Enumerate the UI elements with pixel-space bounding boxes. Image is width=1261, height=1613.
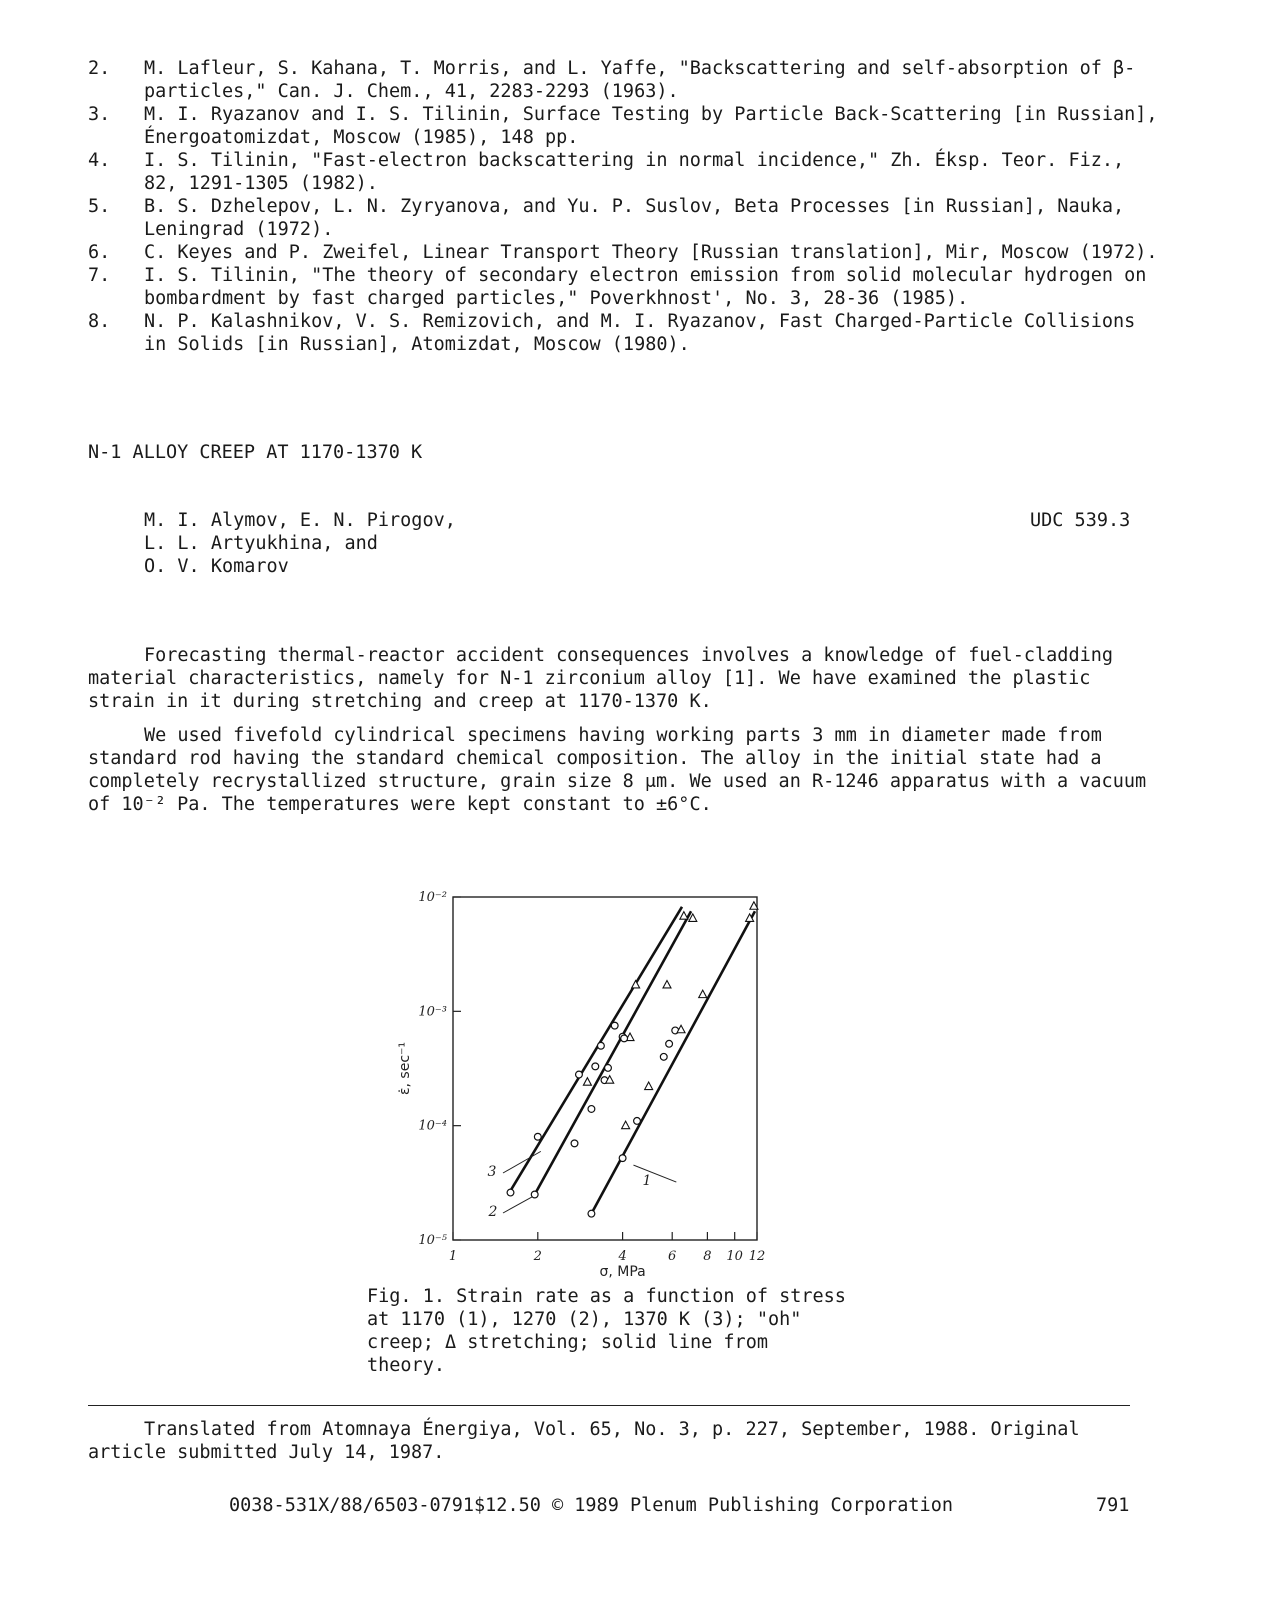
series-3-creep-point (621, 1035, 628, 1042)
reference-number: 6. (88, 242, 111, 263)
reference-number: 8. (88, 311, 111, 332)
x-tick-label: 6 (668, 1249, 677, 1264)
series-2-leader (503, 1197, 533, 1213)
x-tick-label: 4 (618, 1249, 627, 1264)
series-1-creep-point (660, 1053, 667, 1060)
series-1-creep-point (634, 1118, 641, 1125)
footnote (88, 1418, 1148, 1464)
series-3-label: 3 (487, 1164, 497, 1180)
author-line: L. L. Artyukhina, and (144, 533, 378, 554)
reference-number: 7. (88, 265, 111, 286)
series-1-stretch-point (622, 1121, 630, 1129)
series-2-creep-point (588, 1106, 595, 1113)
series-3-theory-line (510, 907, 681, 1191)
y-tick-label: 10⁻³ (418, 1004, 447, 1020)
series-1-label: 1 (642, 1173, 652, 1189)
reference-text: I. S. Tilinin, "The theory of secondary electron emission from solid molecular hydrogen on bombardment by fast charged particles," Poverkhnost', No. 3, 28-36 (1985). (144, 265, 1147, 309)
y-tick-label: 10⁻⁵ (418, 1233, 447, 1248)
reference-item (88, 149, 1168, 195)
series-2-creep-point (605, 1065, 612, 1072)
article-title: N-1 ALLOY CREEP AT 1170-1370 K (88, 442, 423, 463)
series-3-creep-point (598, 1042, 605, 1049)
reference-item (88, 103, 1168, 149)
y-axis-label: ε̇, sec⁻¹ (397, 1041, 413, 1096)
reference-item (88, 57, 1168, 103)
reference-item (88, 241, 1168, 264)
reference-list (88, 57, 1168, 356)
x-tick-label: 12 (748, 1249, 766, 1264)
series-2-creep-point (571, 1140, 578, 1147)
reference-item (88, 195, 1168, 241)
series-3-creep-point (592, 1063, 599, 1070)
reference-number: 5. (88, 196, 111, 217)
footnote-divider (88, 1405, 1130, 1406)
footnote-text: Translated from Atomnaya Énergiya, Vol. 65, No. 3, p. 227, September, 1988. Original article submitted July 14, 1987. (88, 1419, 1080, 1463)
body-paragraph: We used fivefold cylindrical specimens having working parts 3 mm in diameter made from standard rod having the standard chemical composition. The alloy in the initial state had a completely recrystallized structure, grain size 8 μm. We used an R-1246 apparatus with a vacuum of 10⁻² Pa. The temperatures were kept constant to ±6°C. (88, 725, 1147, 815)
reference-text: I. S. Tilinin, "Fast-electron backscattering in normal incidence," Zh. Éksp. Teor. Fiz., 82, 1291-1305 (1982). (144, 150, 1125, 194)
series-3-creep-point (576, 1071, 583, 1078)
x-tick-label: 8 (703, 1249, 712, 1264)
publication-code: 0038-531X/88/6503-0791$12.50 © 1989 Plenum Publishing Corporation (229, 1495, 953, 1516)
series-1-creep-point (666, 1040, 673, 1047)
reference-text: M. I. Ryazanov and I. S. Tilinin, Surface Testing by Particle Back-Scattering [in Russian], Énergoatomizdat, Moscow (1985), 148 pp. (144, 104, 1158, 148)
reference-number: 2. (88, 58, 111, 79)
series-1-theory-line (591, 911, 755, 1213)
series-1-stretch-point (645, 1082, 653, 1090)
series-2-stretch-point (663, 980, 671, 988)
series-2-stretch-point (680, 912, 688, 920)
body-paragraph: Forecasting thermal-reactor accident consequences involves a knowledge of fuel-cladding material characteristics, namely for N-1 zirconium alloy [1]. We have examined the plastic strain in it during stretching and creep at 1170-1370 K. (88, 645, 1114, 712)
x-tick-label: 2 (533, 1249, 542, 1264)
x-axis-label: σ, MPa (599, 1264, 646, 1280)
reference-number: 4. (88, 150, 111, 171)
reference-item (88, 264, 1168, 310)
reference-text: M. Lafleur, S. Kahana, T. Morris, and L. Yaffe, "Backscattering and self-absorption of β-particles," Can. J. Chem., 41, 2283-2293 (1963). (144, 58, 1136, 102)
series-3-stretch-point (632, 980, 640, 988)
series-2-stretch-point (583, 1078, 591, 1086)
udc-code: UDC 539.3 (1030, 510, 1131, 531)
reference-item (88, 310, 1168, 356)
author-line: M. I. Alymov, E. N. Pirogov, (144, 510, 456, 531)
article-body (88, 644, 1168, 827)
series-3-creep-point (534, 1133, 541, 1140)
series-1-creep-point (588, 1210, 595, 1217)
author-list (144, 509, 456, 578)
series-3-creep-point (611, 1022, 618, 1029)
page-number: 791 (1096, 1495, 1130, 1516)
series-1-leader (633, 1165, 676, 1182)
reference-text: C. Keyes and P. Zweifel, Linear Transport Theory [Russian translation], Mir, Moscow (1972). (144, 242, 1158, 263)
series-1-stretch-point (699, 990, 707, 998)
series-1-creep-point (619, 1155, 626, 1162)
x-tick-label: 10 (726, 1249, 743, 1264)
x-tick-label: 1 (448, 1249, 458, 1264)
strain-rate-chart (395, 883, 775, 1288)
series-3-creep-point (507, 1189, 514, 1196)
reference-text: N. P. Kalashnikov, V. S. Remizovich, and M. I. Ryazanov, Fast Charged-Particle Collisions in Solids [in Russian], Atomizdat, Moscow (1980). (144, 311, 1136, 355)
reference-number: 3. (88, 104, 111, 125)
reference-text: B. S. Dzhelepov, L. N. Zyryanova, and Yu. P. Suslov, Beta Processes [in Russian], Nauka, Leningrad (1972). (144, 196, 1125, 240)
y-tick-label: 10⁻² (418, 890, 447, 905)
y-tick-label: 10⁻⁴ (418, 1118, 447, 1134)
series-2-label: 2 (488, 1204, 498, 1220)
author-line: O. V. Komarov (144, 556, 289, 577)
figure-1 (395, 883, 775, 1288)
figure-caption: Fig. 1. Strain rate as a function of stress at 1170 (1), 1270 (2), 1370 K (3); "oh" creep; Δ stretching; solid line from theory. (367, 1286, 846, 1376)
series-2-theory-line (535, 911, 691, 1194)
